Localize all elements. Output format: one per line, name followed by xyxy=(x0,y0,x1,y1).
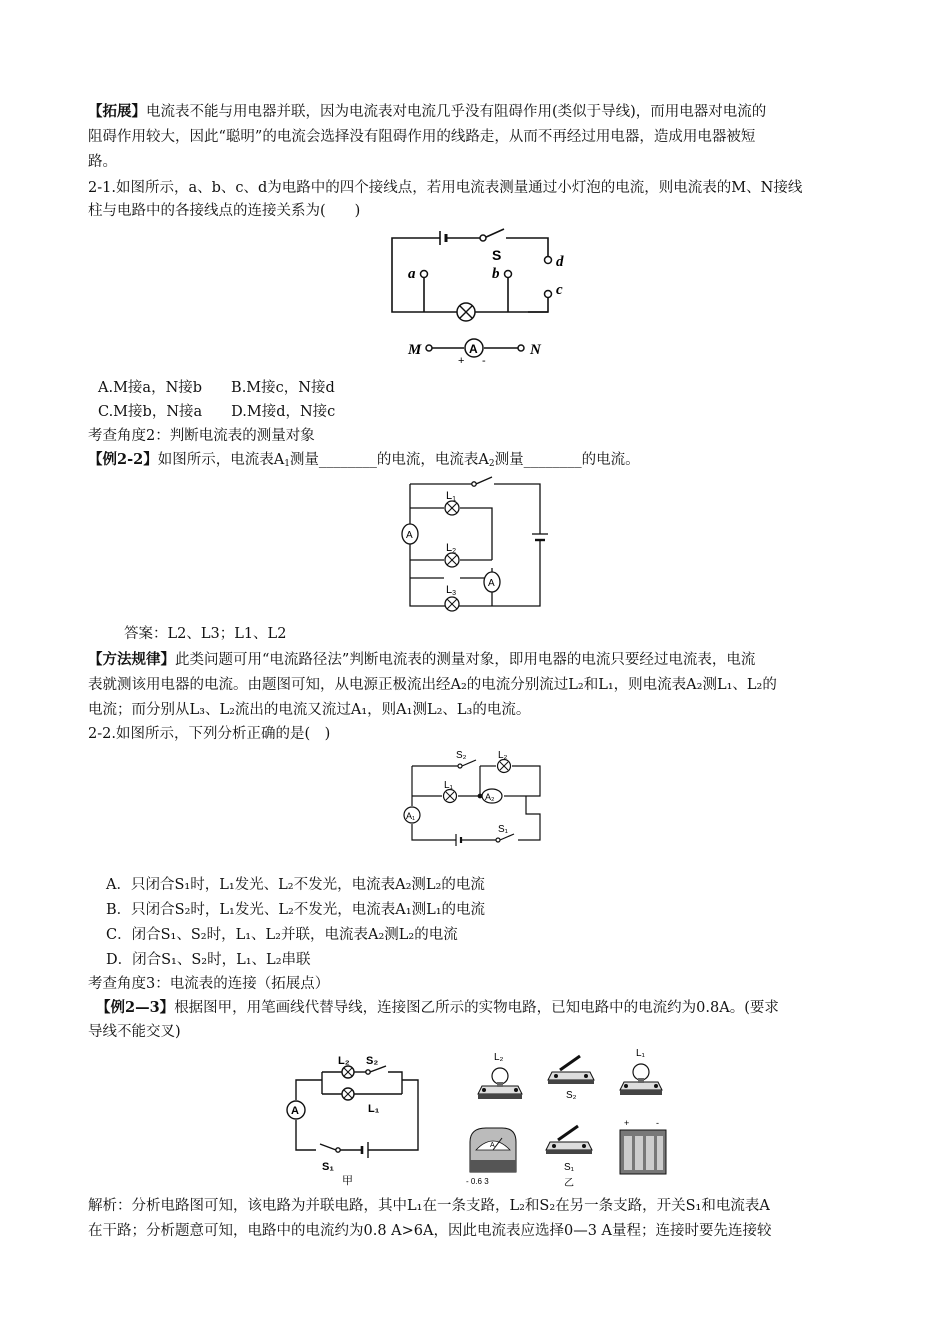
lamp-l2-component xyxy=(478,1052,522,1099)
q2-2-option-c: C．闭合S₁、S₂时，L₁、L₂并联，电流表A₂测L₂的电流 xyxy=(106,927,458,943)
q2-2-stem: 2-2.如图所示，下列分析正确的是( ) xyxy=(88,726,331,742)
fig-a2-label: A₂ xyxy=(485,792,495,802)
q2-2-option-d: D．闭合S₁、S₂时，L₁、L₂串联 xyxy=(106,952,311,968)
angle-2-heading: 考查角度2：判断电流表的测量对象 xyxy=(88,428,315,444)
q2-1-options-line-2: C.M接b，N接a D.M接d，N接c xyxy=(98,404,336,420)
fig-s1-label: S₁ xyxy=(322,1161,334,1173)
svg-text:-: - xyxy=(656,1118,659,1128)
svg-text:S₁: S₁ xyxy=(564,1162,575,1173)
fig-l1-label: L1 xyxy=(446,490,457,503)
fig-a-label: A xyxy=(291,1105,299,1117)
fig-point-d-label: d xyxy=(556,254,564,270)
angle-3-heading: 考查角度3：电流表的连接（拓展点） xyxy=(88,976,330,992)
circuit-figure-2-2 xyxy=(398,472,550,614)
fig-jia-caption: 甲 xyxy=(342,1175,353,1186)
battery-component xyxy=(620,1118,666,1174)
fig-point-b-label: b xyxy=(492,266,500,282)
method-line-1: 【方法规律】此类问题可用“电流路径法”判断电流表的测量对象，即用电器的电流只要经过电流表，电流 xyxy=(88,651,756,668)
switch-s1-component xyxy=(546,1126,592,1173)
physical-figure-yi xyxy=(460,1046,680,1188)
fig-l1-label: L₁ xyxy=(444,780,453,791)
fig-s2-label: S₂ xyxy=(366,1055,379,1067)
fig-l1-label: L₁ xyxy=(368,1103,380,1115)
circuit-figure-2-1 xyxy=(380,222,580,367)
fig-m-label: M xyxy=(408,342,422,358)
circuit-figure-2-2-question xyxy=(400,744,550,850)
svg-text:L₂: L₂ xyxy=(494,1052,504,1063)
example-2-2-answer: 答案：L2、L3；L1、L2 xyxy=(124,626,287,642)
svg-text:- 0.6 3: - 0.6 3 xyxy=(466,1177,489,1186)
fig-plus-label: + xyxy=(458,355,465,367)
fig-n-label: N xyxy=(530,342,541,358)
method-line-2: 表就测该用电器的电流。由题图可知，从电源正极流出经A₂的电流分别流过L₂和L₁，则电流表A₂测L₁、L₂的 xyxy=(88,677,777,693)
q2-2-option-a: A．只闭合S₁时，L₁发光、L₂不发光，电流表A₂测L₂的电流 xyxy=(106,877,485,893)
example-2-3-line-2: 导线不能交叉) xyxy=(88,1024,181,1040)
svg-text:S₂: S₂ xyxy=(566,1090,577,1101)
switch-s2-component xyxy=(548,1056,594,1101)
fig-a2-label: A xyxy=(488,578,495,589)
fig-switch-label: S xyxy=(492,247,502,263)
extension-tag: 【拓展】 xyxy=(88,103,146,120)
fig-a1-label: A xyxy=(406,530,413,541)
extension-line-1: 【拓展】电流表不能与用电器并联，因为电流表对电流几乎没有阻碍作用(类似于导线)，而用电器对电流的 xyxy=(88,103,767,120)
analysis-line-2: 在干路；分析题意可知，电路中的电流约为0.8 A>6A，因此电流表应选择0—3 A量程；连接时要先连接较 xyxy=(88,1223,772,1239)
example-2-2-line: 【例2-2】如图所示，电流表$A_1$测量________的电流，电流表$A_2$测量________的电流。 xyxy=(88,451,640,469)
circuit-figure-jia xyxy=(282,1054,422,1186)
fig-point-a-label: a xyxy=(408,266,416,282)
fig-l3-label: L3 xyxy=(446,584,457,597)
fig-l2-label: L2 xyxy=(446,542,457,555)
fig-yi-caption: 乙 xyxy=(564,1178,574,1188)
lamp-l1-component xyxy=(620,1048,662,1095)
fig-l2-label: L₂ xyxy=(338,1055,350,1067)
fig-a1-label: A₁ xyxy=(406,811,416,821)
q2-1-options-line-1: A.M接a，N接b B.M接c，N接d xyxy=(98,380,335,396)
extension-line-3: 路。 xyxy=(88,154,117,170)
fig-s2-label: S₂ xyxy=(456,750,467,761)
fig-s1-label: S₁ xyxy=(498,824,509,835)
fig-meter-label: A xyxy=(469,342,478,356)
analysis-line-1: 解析：分析电路图可知，该电路为并联电路，其中L₁在一条支路，L₂和S₂在另一条支路，开关S₁和电流表A xyxy=(88,1198,770,1214)
q2-2-option-b: B．只闭合S₂时，L₁发光、L₂不发光，电流表A₁测L₁的电流 xyxy=(106,902,486,918)
fig-l2-label: L₂ xyxy=(498,750,508,761)
method-line-3: 电流；而分别从L₃、L₂流出的电流又流过A₁，则A₁测L₂、L₃的电流。 xyxy=(88,702,531,718)
ammeter-component xyxy=(466,1128,516,1186)
extension-line-2: 阻碍作用较大，因此“聪明”的电流会选择没有阻碍作用的线路走，从而不再经过用电器，造成用电器被短 xyxy=(88,129,756,145)
fig-point-c-label: c xyxy=(556,282,563,298)
q2-1-stem-line-2: 柱与电路中的各接线点的连接关系为( ) xyxy=(88,203,361,219)
q2-1-stem-line-1: 2-1.如图所示，a、b、c、d为电路中的四个接线点，若用电流表测量通过小灯泡的电流，则电流表的M、N接线 xyxy=(88,180,803,196)
fig-minus-label: - xyxy=(482,355,486,367)
svg-text:A: A xyxy=(490,1142,495,1149)
example-2-3-line-1: 【例2—3】根据图甲，用笔画线代替导线，连接图乙所示的实物电路，已知电路中的电流约为0.8A。(要求 xyxy=(96,999,779,1016)
svg-text:+: + xyxy=(624,1118,630,1128)
svg-text:L₁: L₁ xyxy=(636,1048,645,1059)
